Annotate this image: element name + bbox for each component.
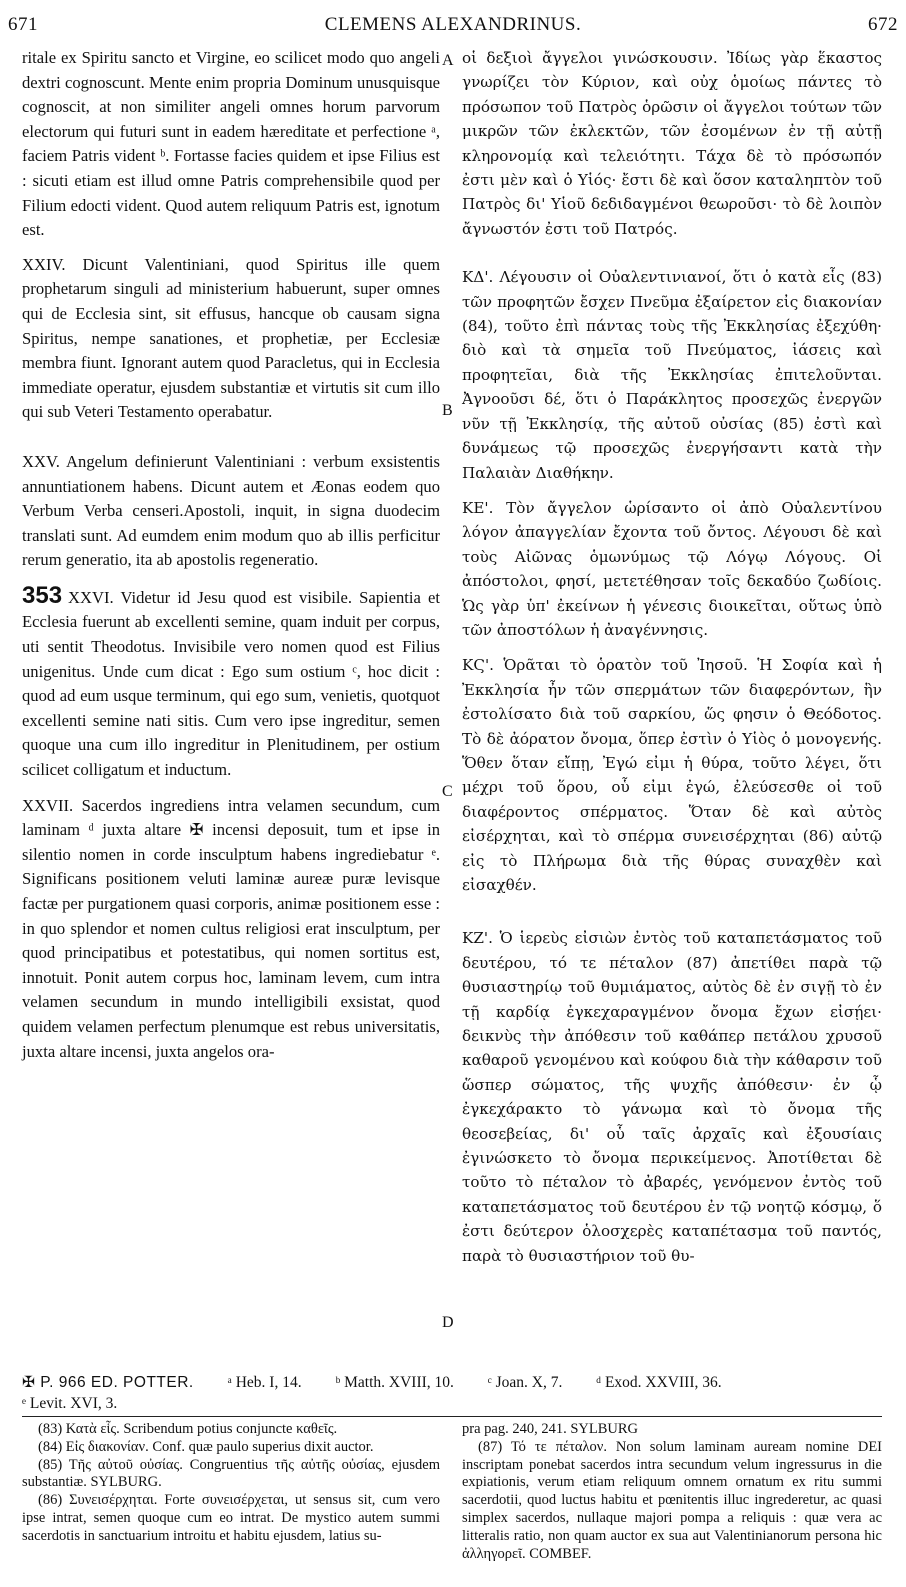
footnote-87: (87) Τό τε πέταλον. Non solum laminam auream nomine DEI inscriptam ponebat sacerdos intra secundum velum ingressurus in die expiationis, verum etiam reliquum omnem ornatum ex ritu summi sacerdotii, quod luctus habitu et pœnitentis illuc ingrederetur, ac quasi simplex sacerdos, nullaque majori pompa a reliquis : quæ vera ac litteralis ratio, non quam auctor ex sua aut Valentinianorum persona hic ἀλληγορεῖ. COMBEF. [462, 1438, 882, 1562]
reference-b: ᵇ Matth. XVIII, 10. [335, 1374, 454, 1391]
reference-c: ᶜ Joan. X, 7. [487, 1374, 563, 1391]
latin-section-xxiv: XXIV. Dicunt Valentiniani, quod Spiritus ille quem prophetarum singuli ad ministerium habuerunt, super omnes qui de Ecclesia sint, sit effusus, hancque ob causam signa Spiritus, nempe sanationes, et prophetiæ, per Ecclesiæ membra fiunt. Ignorant autem quod Paracletus, qui in Ecclesia immediate operatur, ejusdem substantiæ et virtutis sit cum illo qui sub Veteri Testamento operabatur. [22, 254, 440, 422]
footnotes-left [22, 1421, 440, 1546]
footnote-83: (83) Κατὰ εἷς. Scribendum potius conjuncte καθεῖς. [38, 1421, 338, 1437]
reference-e: ᵉ Levit. XVI, 3. [22, 1395, 118, 1412]
latin-section-xxv: XXV. Angelum definierunt Valentiniani : verbum exsistentis annuntiationem habens. Dicunt autem et Æonas eodem quo Verbum Verba censeri.Apostoli, inquit, in signa duodecim translati sunt. Ad eumdem enim modum quo ab illis perficitur rerum generatio, ita ab apostolis regeneratio. [22, 451, 440, 570]
reference-a: ᵃ Heb. I, 14. [227, 1374, 302, 1391]
latin-column [22, 46, 440, 1075]
footnote-86: (86) Συνεισέρχηται. Forte συνεισέρχεται, ut sensus sit, cum vero ipse intrat, semen quoque cum eo intrat. De mystico autem summi sacerdotis in sanctuarium introitu et habitu ejusdem, latius su- [22, 1492, 440, 1544]
margin-letter-a: A [442, 52, 454, 69]
greek-paragraph-intro: οἱ δεξιοὶ ἄγγελοι γινώσκουσιν. Ἰδίως γὰρ ἕκαστος γνωρίζει τὸν Κύριον, καὶ οὐχ ὁμοίως πάντες τὸ πρόσωπον τοῦ Πατρὸς ὁρῶσιν οἱ ἄγγελοι τούτων τῶν μικρῶν τῶν ἐκλεκτῶν, τῶν ἐσομένων ἐν τῇ αὐτῇ κληρονομίᾳ καὶ τελειότητι. Τάχα δὲ τὸ πρόσωπόν ἐστι μὲν καὶ ὁ Υἱός· ἔστι δὲ καὶ ὅσον καταληπτὸν τοῦ Πατρὸς δι' Υἱοῦ δεδιδαγμένοι θεωροῦσι· τὸ δὲ λοιπὸν ἄγνωστόν ἐστι τοῦ Πατρός. [462, 49, 882, 238]
scripture-references [22, 1372, 882, 1414]
footnote-86-continued: pra pag. 240, 241. SYLBURG [462, 1421, 639, 1437]
page-number-right: 672 [868, 14, 898, 35]
latin-section-xxvi-text: XXVI. Videtur id Jesu quod est visibile. Sapientia et Ecclesia fuerunt ab excellenti semine, quam induit per corpus, uti sentit Theodotus. Invisibile vero nomen quod est Filius unigenitus. Unde cum dicat : Ego sum ostium ᶜ, hoc dicit : quod ad eum usque terminum, qui ego sum, venietis, quotquot excellenti semine nati sitis. Cum vero ipse ingreditur, semen quoque una cum illo ingreditur in Plenitudinem, per ostium scilicet colligatum et inductum. [22, 587, 440, 780]
footnote-84: (84) Εἰς διακονίαν. Conf. quæ paulo superius dixit auctor. [38, 1438, 374, 1455]
greek-section-kz: ΚΖ'. Ὁ ἱερεὺς εἰσιὼν ἐντὸς τοῦ καταπετάσματος τοῦ δευτέρου, τό τε πέταλον (87) ἀπετίθει παρὰ τῷ θυσιαστηρίῳ τοῦ θυμιάματος, αὐτὸς δὲ ἐν σιγῇ τὸ ἐν τῇ καρδίᾳ ἐγκεχαραγμένον ὄνομα ἔχων εἰσῄει· δεικνὺς τὴν ἀπόθεσιν τοῦ καθάπερ πετάλου χρυσοῦ καθαροῦ γενομένου καὶ κούφου διὰ τὴν κάθαρσιν τοῦ ὥσπερ σώματος, τῆς ψυχῆς ἀπόθεσιν· ἐν ᾧ ἐγκεχάρακτο τὸ γάνωμα καὶ τὸ ὄνομα τῆς θεοσεβείας, δι' οὗ ταῖς ἀρχαῖς καὶ ἐξουσίαις ἐγινώσκετο τὸ ὄνομα περικείμενος. Ἀποτίθεται δὲ τοῦτο τὸ πέταλον τὸ ἀβαρές, γενόμενον ἐντὸς τοῦ καταπετάσματος τοῦ δευτέρου ἐν τῷ νοητῷ κόσμῳ, ὅ ἐστι δεύτερον ὁλοσχερὲς καταπέτασμα τοῦ παντός, παρὰ τὸ θυσιαστήριον τοῦ θυ- [462, 929, 882, 1265]
greek-section-kd: ΚΔ'. Λέγουσιν οἱ Οὐαλεντινιανοί, ὅτι ὁ κατὰ εἷς (83) τῶν προφητῶν ἔσχεν Πνεῦμα ἐξαίρετον εἰς διακονίαν (84), τοῦτο ἐπὶ πάντας τοὺς τῆς Ἐκκλησίας ἐξεχύθη· διὸ καὶ τὰ σημεῖα τοῦ Πνεύματος, ἰάσεις καὶ προφητεῖαι, διὰ τῆς Ἐκκλησίας ἐπιτελοῦνται. Ἀγνοοῦσι δέ, ὅτι ὁ Παράκλητος προσεχῶς ἐνεργῶν νῦν τῇ Ἐκκλησίᾳ, τῆς αὐτοῦ οὐσίας (85) ἐστὶ καὶ δυνάμεως τῷ προσεχῶς ἐνεργήσαντι κατὰ τὴν Παλαιὰν Διαθήκην. [462, 268, 882, 482]
greek-section-ks: ΚϚ'. Ὁρᾶται τὸ ὁρατὸν τοῦ Ἰησοῦ. Ἡ Σοφία καὶ ἡ Ἐκκλησία ἦν τῶν σπερμάτων τῶν διαφερόντων, ἣν ἐστολίσατο διὰ τοῦ σαρκίου, ὥς φησιν ὁ Θεόδοτος. Τὸ δὲ ἀόρατον ὄνομα, ὅπερ ἐστὶν ὁ Υἱὸς ὁ μονογενής. Ὅθεν ὅταν εἴπῃ, Ἐγώ εἰμι ἡ θύρα, τοῦτο λέγει, ὅτι μέχρι τοῦ ὅρου, οὗ εἰμι ἐγώ, ἐλεύσεσθε οἱ τοῦ διαφέροντος σπέρματος. Ὅταν δὲ καὶ αὐτὸς εἰσέρχηται, καὶ τὸ σπέρμα συνεισέρχηται (86) αὐτῷ εἰς τὸ Πλήρωμα διὰ τῆς θύρας συναχθὲν καὶ εἰσαχθέν. [462, 656, 882, 894]
page-header [8, 14, 898, 40]
running-title: CLEMENS ALEXANDRINUS. [324, 14, 582, 35]
latin-section-xxvii: XXVII. Sacerdos ingrediens intra velamen secundum, cum laminam ᵈ juxta altare ✠ incensi deposuit, tum et ipse in silentio nomen in corde insculptum habens ingrediebatur ᵉ. Significans positionem veluti laminæ aureæ puræ levisque factæ per purgationem quasi corporis, animæ positionem esse : in quo splendor et nomen cultus religiosi erat insculptum, per quod principatibus et potestatibus, qui nomen sortitus est, innotuit. Ponit autem corpus hoc, laminam levem, cum intra velamen secundum in mundo intelligibili exsistat, quod quidem velamen perfectum plenumque est rebus universitatis, juxta altare incensi, juxta angelos ora- [22, 795, 440, 1061]
latin-paragraph-intro: ritale ex Spiritu sancto et Virgine, eo scilicet modo quo angeli dextri cognoscunt. Mente enim propria Dominum unusquisque cognoscit, at non similiter angeli omnes horum parvorum electorum qui futuri sunt in eadem hæreditate et perfectione ᵃ, faciem Patris vident ᵇ. Fortasse facies quidem et ipse Filius est : sicuti etiam est illud omne Patris comprehensibile quod per Filium edocti vident. Quod autem reliquum Patris est, ignotum est. [22, 48, 440, 240]
greek-column [462, 46, 882, 1279]
potter-reference: ✠ P. 966 ED. POTTER. [22, 1374, 194, 1391]
margin-letter-d: D [442, 1314, 454, 1331]
notes-divider [22, 1416, 882, 1417]
footnote-85: (85) Τῆς αὐτοῦ οὐσίας. Congruentius τῆς αὐτῆς οὐσίας, ejusdem substantiæ. SYLBURG. [22, 1456, 440, 1491]
page-number-left: 671 [8, 14, 38, 35]
latin-section-xxvi [22, 581, 440, 783]
footnotes-right [462, 1421, 882, 1563]
margin-letter-b: B [442, 402, 453, 419]
potter-page-number: 353 [22, 581, 63, 609]
reference-d: ᵈ Exod. XXVIII, 36. [596, 1374, 722, 1391]
greek-section-ke: ΚΕ'. Τὸν ἄγγελον ὡρίσαντο οἱ ἀπὸ Οὐαλεντίνου λόγον ἀπαγγελίαν ἔχοντα τοῦ ὄντος. Λέγουσι δὲ καὶ τοὺς Αἰῶνας ὁμωνύμως τῷ Λόγῳ Λόγους. Οἱ ἀπόστολοι, φησί, μετετέθησαν τοῖς δεκαδύο ζωδίοις. Ὡς γὰρ ὑπ' ἐκείνων ἡ γένεσις διοικεῖται, οὕτως ὑπὸ τῶν ἀποστόλων ἡ ἀναγέννησις. [462, 498, 882, 639]
margin-letter-c: C [442, 783, 453, 800]
